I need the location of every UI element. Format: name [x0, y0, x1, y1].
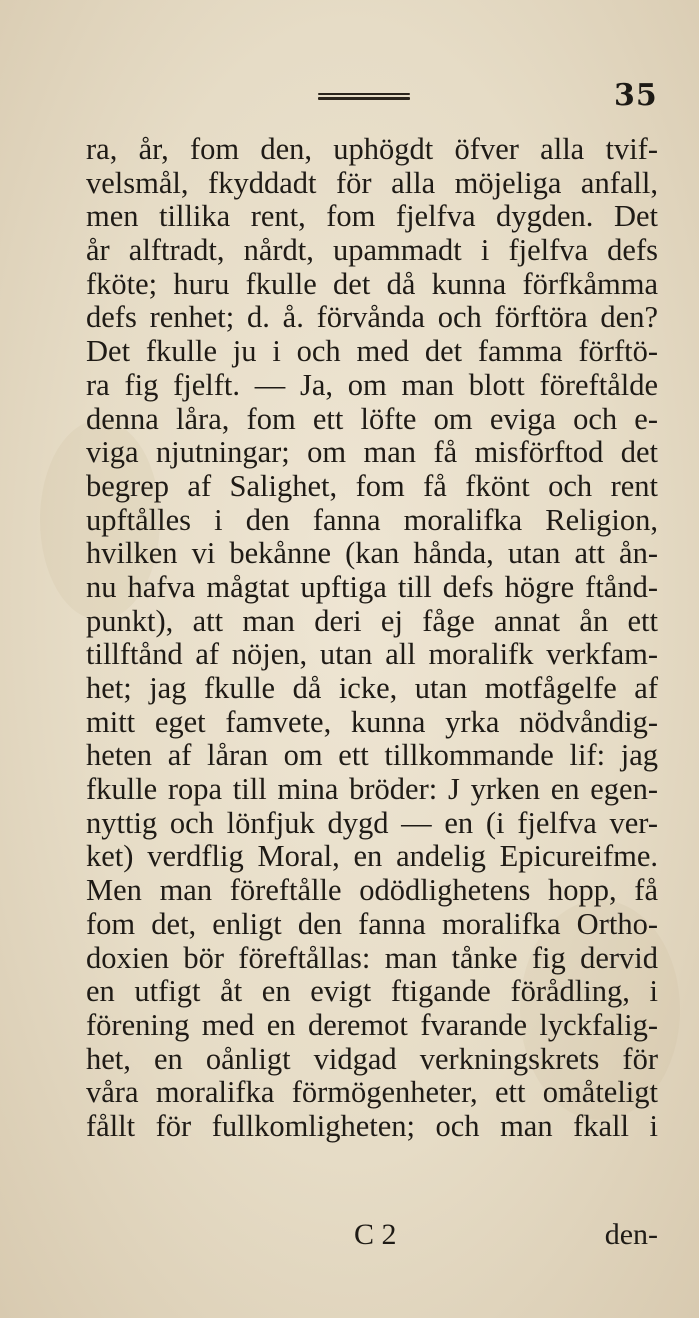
text-line: nu hafva mågtat upftiga till defs högre ftånd- — [86, 569, 658, 604]
text-line: punkt), att man deri ej fåge annat ån ett — [86, 603, 658, 638]
text-line: velsmål, fkyddadt för alla möjeliga anfall, — [86, 165, 658, 200]
text-line: denna låra, fom ett löfte om eviga och e- — [86, 401, 658, 436]
ornament-rule — [318, 93, 410, 95]
signature-mark: C 2 — [354, 1218, 397, 1251]
text-line: ra, år, fom den, uphögdt öfver alla tvif- — [86, 132, 658, 166]
text-line: Men man föreftålle odödlighetens hopp, få — [86, 873, 658, 908]
text-line: nyttig och lönfjuk dygd — en (i fjelfva ver- — [86, 805, 658, 840]
text-line: doxien bör föreftållas: man tånke fig dervid — [86, 940, 658, 975]
ornament-rule — [318, 97, 410, 100]
text-line: het; jag fkulle då icke, utan motfågelfe af — [86, 671, 658, 705]
text-line: mitt eget famvete, kunna yrka nödvåndig- — [86, 704, 658, 739]
text-line: men tillika rent, fom fjelfva dygden. Det — [86, 199, 658, 234]
text-line: fållt för fullkomligheten; och man fkall i — [86, 1108, 658, 1143]
text-line: ket) verdflig Moral, en andelig Epicureifme. — [86, 839, 658, 874]
text-line: hvilken vi bekånne (kan hånda, utan att ån- — [86, 536, 658, 571]
text-line: heten af låran om ett tillkommande lif: jag — [86, 738, 658, 773]
text-line: het, en oånligt vidgad verkningskrets för — [86, 1041, 658, 1076]
text-line: defs renhet; d. å. förvånda och förftöra den? — [86, 300, 658, 335]
text-line: fköte; huru fkulle det då kunna förfkåmma — [86, 266, 658, 301]
catchword: den- — [604, 1218, 658, 1251]
text-line: ra fig fjelft. — Ja, om man blott föreftålde — [86, 367, 658, 402]
body-text — [86, 133, 658, 1144]
text-line: begrep af Salighet, fom få fkönt och rent — [86, 468, 658, 503]
text-line: fkulle ropa till mina bröder: J yrken en egen- — [86, 772, 658, 807]
text-line: upftålles i den fanna moralifka Religion, — [86, 502, 658, 537]
text-line: tillftånd af nöjen, utan all moralifk verkfam- — [86, 637, 658, 672]
text-line: viga njutningar; om man få misförftod det — [86, 435, 658, 470]
text-line: våra moralifka förmögenheter, ett omåteligt — [86, 1075, 658, 1110]
header-ornament — [318, 93, 410, 102]
text-line: en utfigt åt en evigt ftigande förådling, i — [86, 974, 658, 1009]
page-number: 35 — [614, 78, 658, 113]
text-line: fom det, enligt den fanna moralifka Ortho- — [86, 906, 658, 941]
text-line: förening med en deremot fvarande lyckfalig- — [86, 1007, 658, 1042]
page-footer — [86, 1218, 658, 1258]
text-line: Det fkulle ju i och med det famma förftö- — [86, 334, 658, 369]
text-line: år alftradt, nårdt, upammadt i fjelfva defs — [86, 233, 658, 268]
